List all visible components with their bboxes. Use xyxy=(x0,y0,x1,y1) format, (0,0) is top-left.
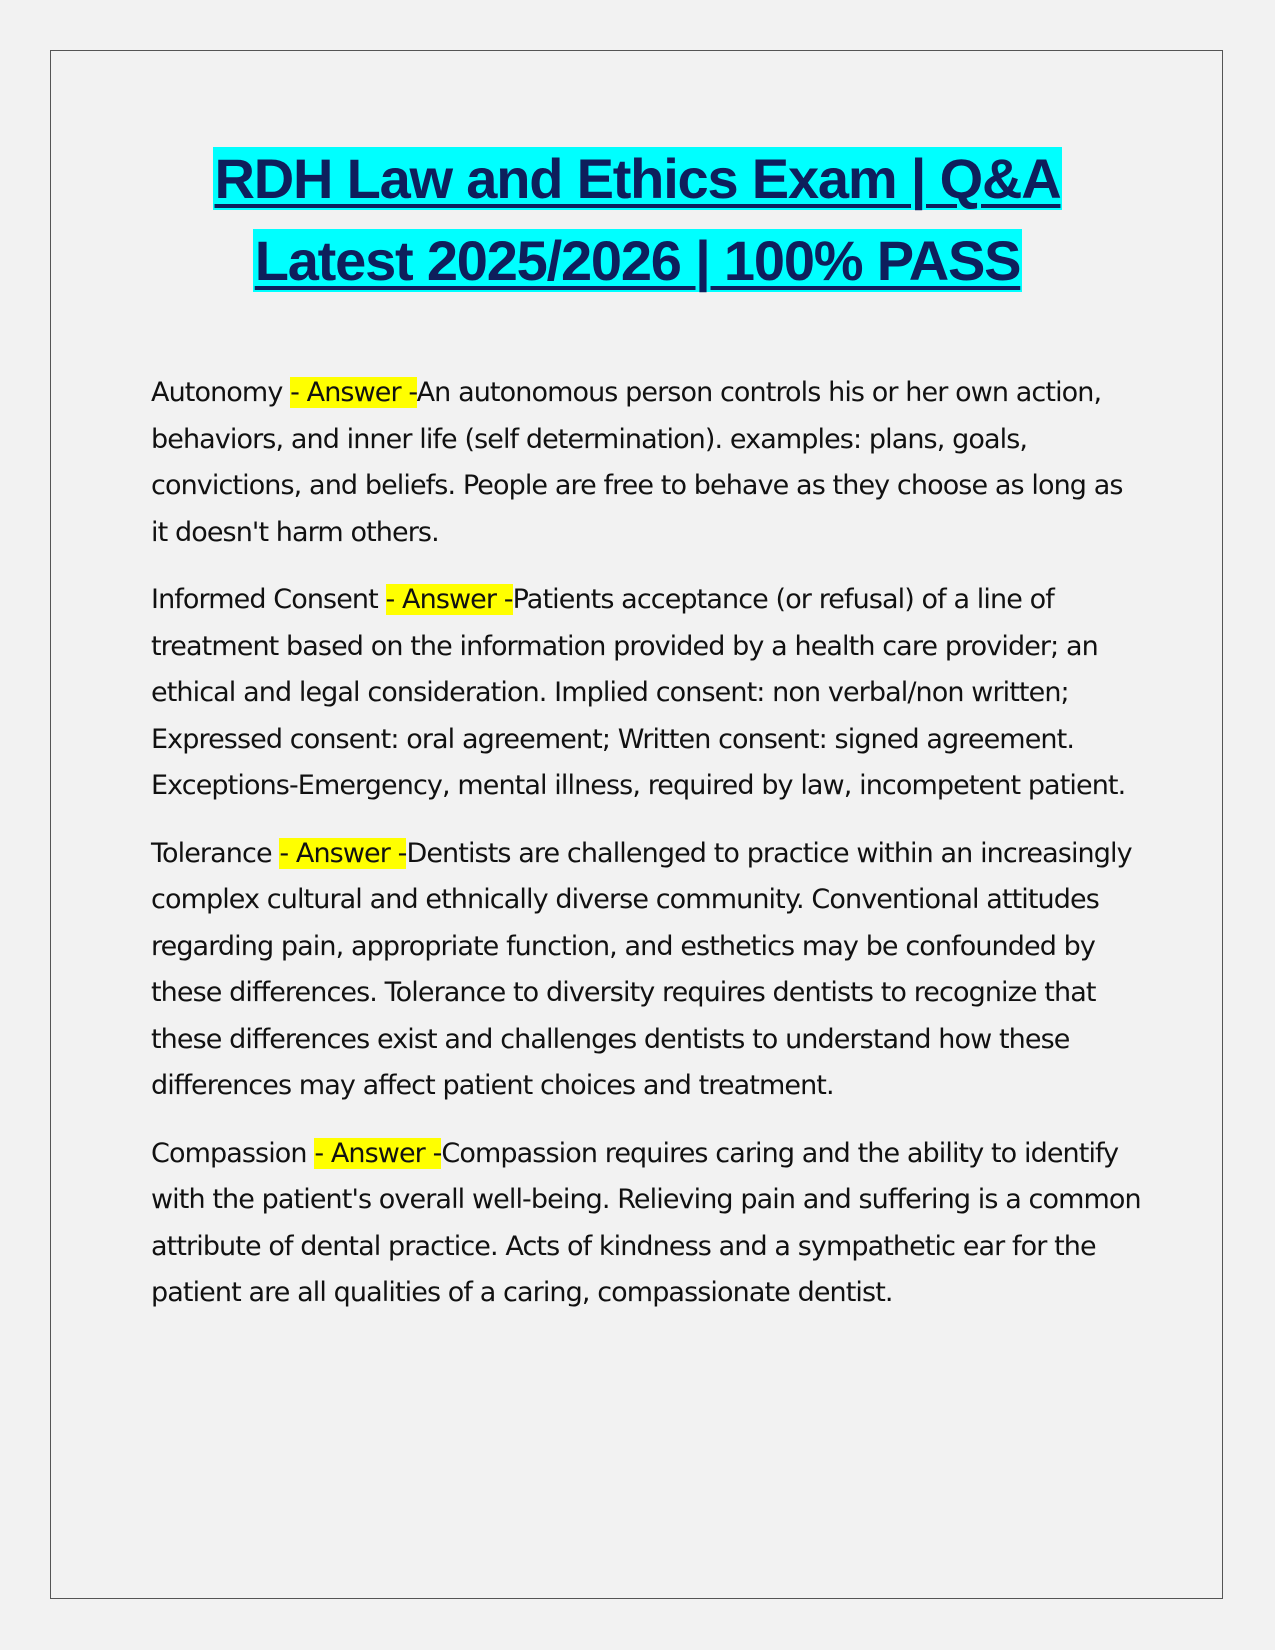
qa-definition: Patients acceptance (or refusal) of a line of treatment based on the information provided by a health care provider; an ethical and legal consideration. Implied consent: non verbal/non written; Expressed consent: oral agreement; Written consent: signed agreement. Exceptions-Emergency, mental illness, required by law, incompetent patient. xyxy=(151,584,1126,801)
qa-term: Autonomy xyxy=(151,377,291,408)
qa-entry-informed-consent xyxy=(151,577,1141,810)
answer-tag: - Answer - xyxy=(279,837,407,869)
qa-entry-tolerance xyxy=(151,831,1141,1110)
qa-definition: Dentists are challenged to practice within an increasingly complex cultural and ethnically diverse community. Conventional attitudes regarding pain, appropriate function, and esthetics may be confounded by these differences. Tolerance to diversity requires dentists to recognize that these differences exist and challenges dentists to understand how these differences may affect patient choices and treatment. xyxy=(151,837,1132,1101)
title-line-1: RDH Law and Ethics Exam | Q&A xyxy=(214,147,1061,210)
title-line-2: Latest 2025/2026 | 100% PASS xyxy=(254,229,1021,292)
qa-list xyxy=(151,370,1141,1338)
qa-term: Tolerance xyxy=(151,837,280,869)
qa-term: Compassion xyxy=(151,1137,315,1169)
answer-tag: - Answer - xyxy=(385,584,513,615)
answer-tag: - Answer - xyxy=(290,377,417,408)
qa-entry-autonomy xyxy=(151,370,1141,556)
qa-entry-compassion xyxy=(151,1131,1141,1317)
qa-definition: An autonomous person controls his or her own action, behaviors, and inner life (self determination). examples: plans, goals, convictions, and beliefs. People are free to behave as they choose as long as it doesn't harm others. xyxy=(151,377,1123,548)
qa-term: Informed Consent xyxy=(151,584,386,615)
qa-definition: Compassion requires caring and the ability to identify with the patient's overall well-being. Relieving pain and suffering is a common attribute of dental practice. Acts of kindness and a sympathetic ear for the patient are all qualities of a caring, compassionate dentist. xyxy=(151,1137,1141,1308)
answer-tag: - Answer - xyxy=(314,1137,442,1169)
document-title xyxy=(100,138,1175,302)
